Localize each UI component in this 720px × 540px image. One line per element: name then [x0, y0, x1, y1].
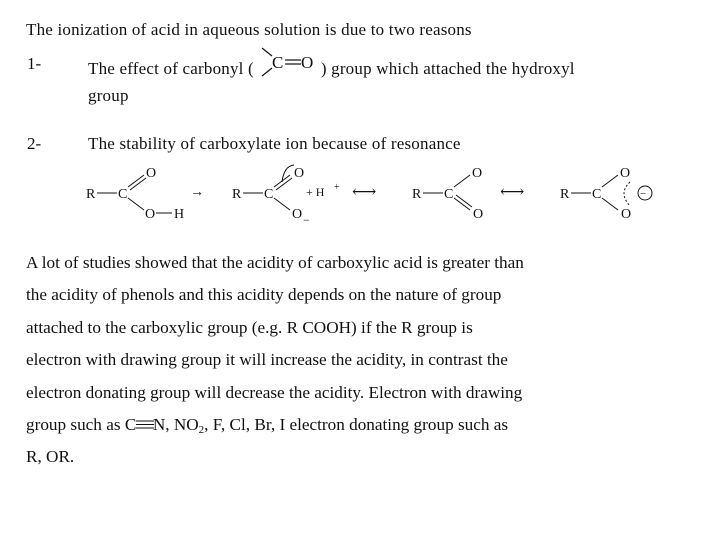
- paragraph-line-4: electron with drawing group it will increase the acidity, in contrast the: [26, 350, 508, 370]
- reason-1-number: 1-: [27, 54, 42, 73]
- svg-text:−: −: [303, 213, 310, 227]
- paragraph-line-1: A lot of studies showed that the acidity of carboxylic acid is greater than: [26, 253, 524, 272]
- nitrile-c: C: [124, 414, 137, 434]
- paragraph-line-7: R, OR.: [26, 447, 75, 467]
- svg-text:C: C: [592, 187, 602, 202]
- line-6-before: group such as: [26, 414, 125, 434]
- svg-text:R: R: [86, 187, 96, 202]
- svg-text:H: H: [174, 207, 185, 222]
- carbonyl-c: C: [272, 53, 284, 72]
- svg-text:O: O: [472, 166, 483, 181]
- structure-delocalized: [560, 166, 652, 222]
- reason-2-text: The stability of carboxylate ion because of resonance: [88, 134, 461, 153]
- paragraph-line-2: the acidity of phenols and this acidity depends on the nature of group: [26, 285, 502, 305]
- svg-text:O: O: [146, 166, 157, 181]
- svg-text:R: R: [412, 187, 422, 202]
- svg-text:O: O: [294, 166, 305, 181]
- svg-text:R: R: [232, 187, 242, 202]
- carbonyl-bonds: [258, 46, 314, 80]
- svg-text:O: O: [145, 207, 156, 222]
- reaction-arrow: →: [190, 185, 204, 200]
- triple-bond: [136, 420, 156, 430]
- svg-text:O: O: [473, 207, 484, 222]
- reason-2-number: 2-: [27, 134, 42, 153]
- resonance-scheme: [0, 160, 720, 230]
- paragraph-line-3: attached to the carboxylic group (e.g. R COOH) if the R group is: [26, 317, 473, 337]
- heading: The ionization of acid in aqueous solution is due to two reasons: [26, 20, 472, 39]
- svg-text:+ H: + H: [306, 185, 325, 199]
- structure-resonance-1: [412, 166, 483, 222]
- line-6-after: , F, Cl, Br, I electron donating group such as: [204, 414, 509, 434]
- reason-1-text: [88, 54, 575, 79]
- reason-1-text-before: The effect of carbonyl (: [88, 59, 254, 78]
- svg-text:−: −: [640, 188, 647, 200]
- svg-text:O: O: [620, 166, 631, 181]
- svg-text:O: O: [621, 207, 632, 222]
- svg-text:+: +: [334, 182, 340, 193]
- resonance-arrow-2: ⟷: [500, 182, 525, 201]
- carbonyl-structure: [258, 54, 314, 74]
- line-6-chem-n: N, NO: [152, 414, 199, 434]
- reason-1-text-after: ) group which attached the hydroxyl: [320, 59, 575, 78]
- svg-text:C: C: [264, 187, 274, 202]
- svg-text:R: R: [560, 187, 570, 202]
- structure-anion: [232, 165, 340, 227]
- explanation-paragraph: [26, 247, 690, 474]
- paragraph-line-6: [26, 409, 690, 441]
- nitrile-structure: [125, 409, 153, 441]
- svg-text:C: C: [444, 187, 454, 202]
- carbonyl-o: O: [301, 53, 314, 72]
- no2-subscript: 2: [198, 423, 205, 436]
- paragraph-line-5: electron donating group will decrease the acidity. Electron with drawing: [26, 382, 523, 402]
- resonance-arrow-1: ⟷: [352, 182, 377, 201]
- svg-text:O: O: [292, 207, 303, 222]
- svg-text:C: C: [118, 187, 128, 202]
- structure-carboxylic-acid: [86, 166, 184, 222]
- reason-1-continuation: group: [88, 86, 129, 105]
